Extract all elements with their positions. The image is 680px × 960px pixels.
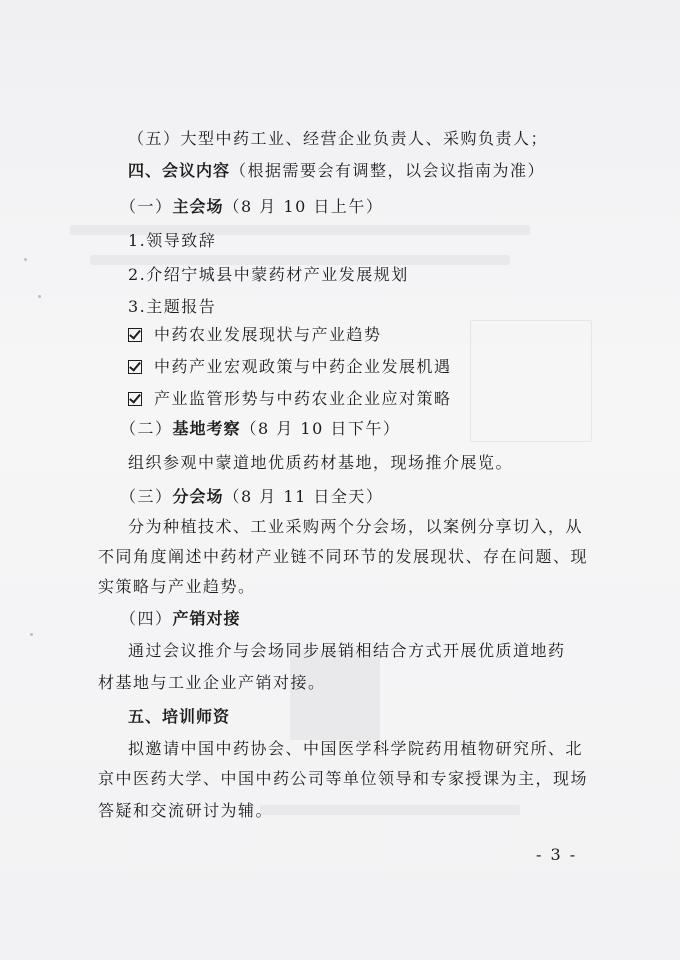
agenda-item-1 [0,230,680,252]
line-text: （五）大型中药工业、经营企业负责人、采购负责人； [128,129,549,148]
report-topic-3 [0,388,680,410]
subsection-time: （8 月 10 日上午） [223,197,384,216]
faculty-body-2 [0,768,680,790]
breakout-body-2 [0,546,680,568]
matchmaking-body-1 [0,640,680,662]
checked-box-icon [128,328,142,342]
breakout-body-3 [0,576,680,598]
line-text: 组织参观中蒙道地优质药材基地，现场推介展览。 [128,453,514,472]
scan-speck [24,258,27,261]
faculty-body-3 [0,800,680,822]
subsection-title: 分会场 [172,487,224,506]
agenda-item-3 [0,296,680,318]
line-text: 中药产业宏观政策与中药企业发展机遇 [154,357,452,376]
subsection-time: （8 月 10 日下午） [240,419,401,438]
subsection-number: （二） [120,419,173,438]
line-text: 不同角度阐述中药材产业链不同环节的发展现状、存在问题、现 [98,547,589,566]
subsection-title: 基地考察 [172,419,241,438]
report-topic-2 [0,356,680,378]
scan-speck [30,633,33,636]
line-text: 材基地与工业企业产销对接。 [98,673,326,692]
page-number: - 3 - [536,845,578,864]
checked-box-icon [128,360,142,374]
line-text: 1.领导致辞 [128,231,217,250]
matchmaking-body-2 [0,672,680,694]
subsection-site-visit [0,418,680,440]
subsection-title: 产销对接 [172,609,241,628]
subsection-breakout [0,486,680,508]
section-heading-text: 五、培训师资 [128,707,231,726]
subsection-time: （8 月 11 日全天） [223,487,384,506]
agenda-item-2 [0,264,680,286]
subsection-number: （三） [120,487,173,506]
subsection-title: 主会场 [172,197,224,216]
line-text: 产业监管形势与中药农业企业应对策略 [154,389,452,408]
site-visit-body [0,452,680,474]
line-text: 答疑和交流研讨为辅。 [98,801,274,820]
section-heading-four [0,160,680,182]
line-text: 分为种植技术、工业采购两个分会场，以案例分享切入，从 [128,517,584,536]
section-note: （根据需要会有调整，以会议指南为准） [230,161,546,180]
participant-item-five [0,128,680,150]
line-text: 中药农业发展现状与产业趋势 [154,325,382,344]
checked-box-icon [128,392,142,406]
line-text: 3.主题报告 [128,297,217,316]
subsection-matchmaking [0,608,680,630]
subsection-number: （四） [120,609,173,628]
line-text: 实策略与产业趋势。 [98,577,256,596]
line-text: 通过会议推介与会场同步展销相结合方式开展优质道地药 [128,641,566,660]
line-text: 拟邀请中国中药协会、中国医学科学院药用植物研究所、北 [128,739,584,758]
line-text: 2.介绍宁城县中蒙药材产业发展规划 [128,265,409,284]
section-heading-text: 四、会议内容 [128,161,231,180]
subsection-number: （一） [120,197,173,216]
faculty-body-1 [0,738,680,760]
subsection-main-venue [0,196,680,218]
section-heading-five [0,706,680,728]
report-topic-1 [0,324,680,346]
breakout-body-1 [0,516,680,538]
line-text: 京中医药大学、中国中药公司等单位领导和专家授课为主，现场 [98,769,589,788]
